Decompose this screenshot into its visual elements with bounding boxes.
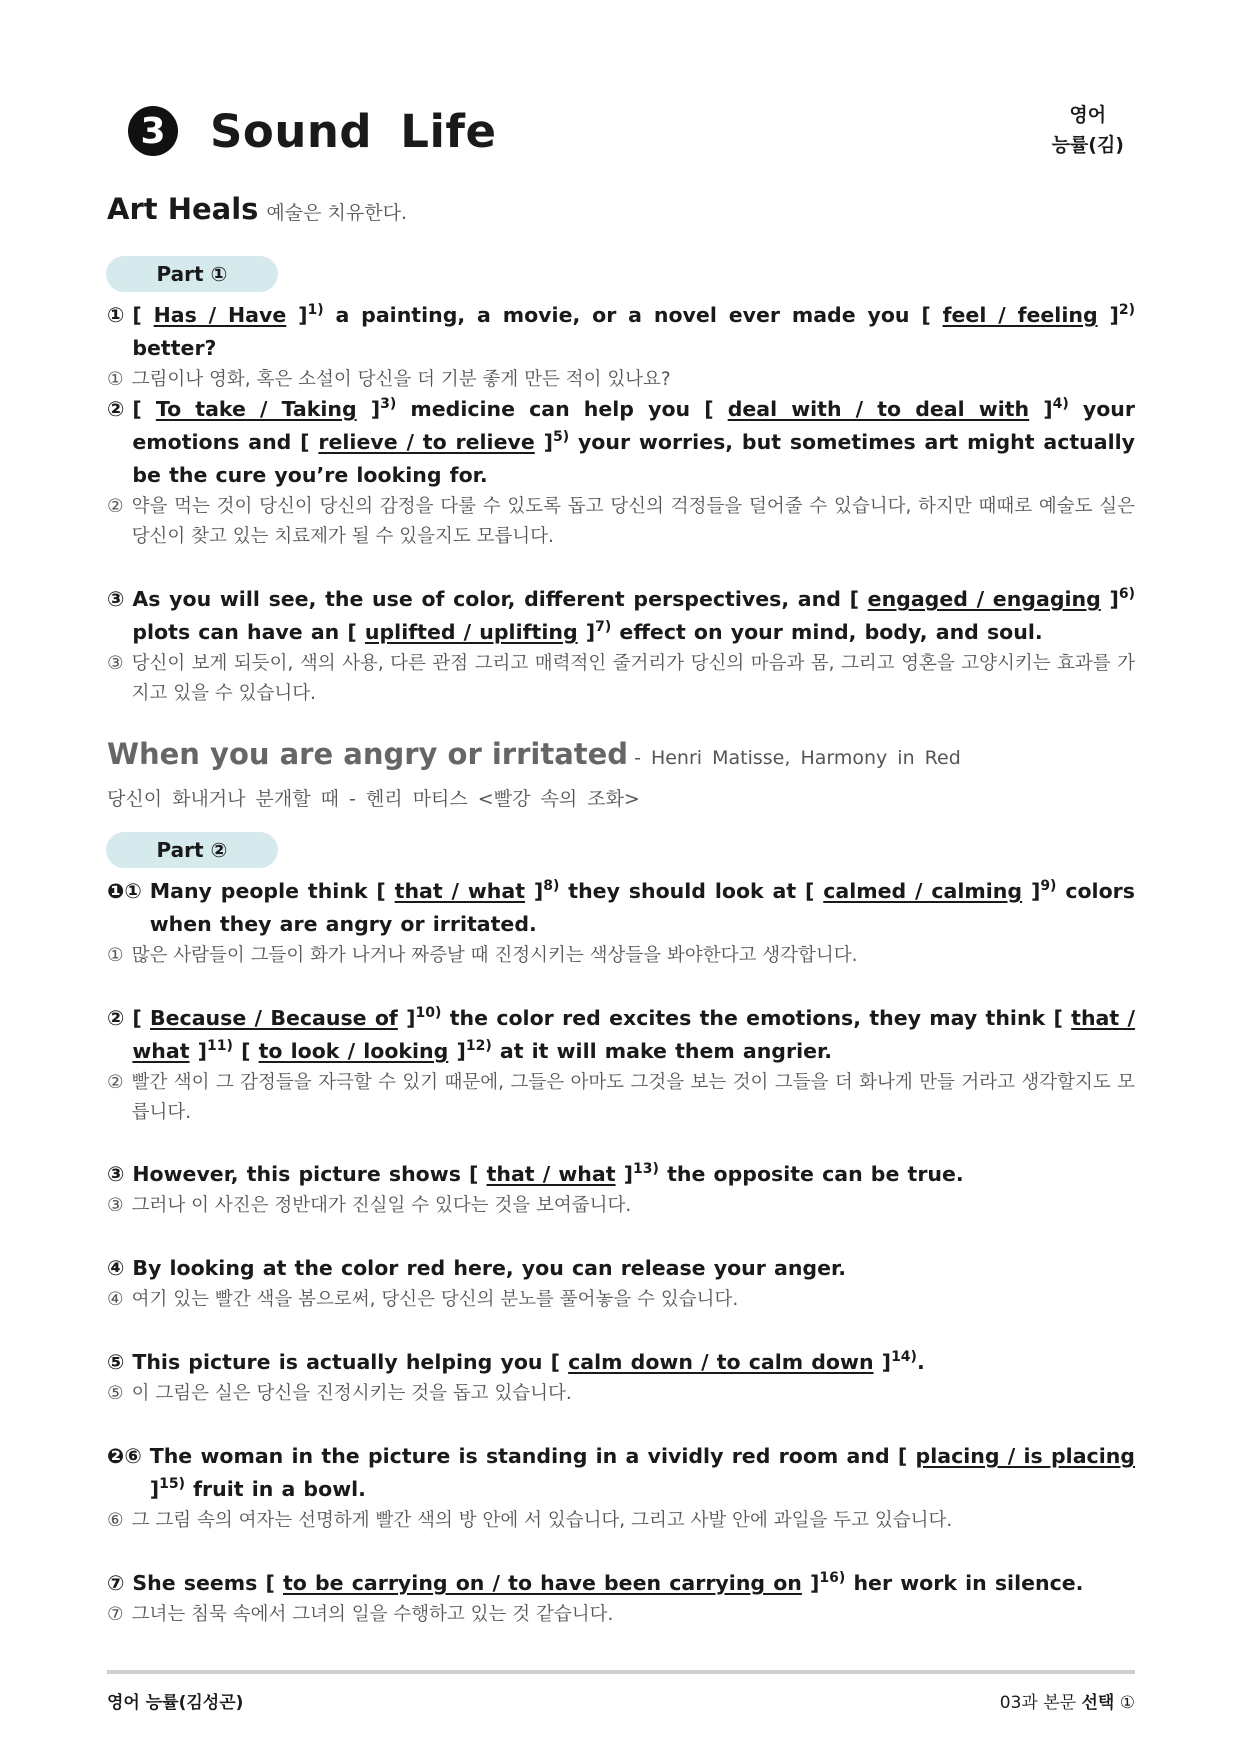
- blank-number: 16): [819, 1570, 846, 1587]
- section-title-angry: [107, 737, 961, 771]
- sentence-block: [107, 393, 1135, 552]
- choice-options: uplifted / uplifting: [364, 620, 578, 644]
- blank-number: 7): [595, 619, 612, 636]
- english-sentence: ❷⑥ The woman in the picture is standing in a vividly red room and [ placing / is placing ]$^{15)}$ fruit in a bowl.: [107, 1440, 1135, 1506]
- choice-options: that / what: [486, 1162, 616, 1186]
- translation-number: ①: [107, 369, 124, 390]
- section-title-art-heals: [107, 192, 407, 226]
- english-sentence: ② [ To take / Taking ]$^{3)}$ medicine can help you [ deal with / to deal with ]$^{4)}$ your emotions and [ relieve / to relieve ]$^{5)}$ your worries, but sometimes art might actually be the cure you’re looking for.: [107, 393, 1135, 492]
- blank-number: 15): [159, 1476, 185, 1493]
- sentence-block: [107, 1346, 1135, 1409]
- section-title-en: When you are angry or irritated: [107, 737, 629, 771]
- footer-lesson: 03과 본문: [999, 1693, 1077, 1713]
- sentence-block: [107, 1440, 1135, 1536]
- sentence-number: ❶①: [107, 879, 142, 903]
- translation-text: 빨간 색이 그 감정들을 자극할 수 있기 때문에, 그들은 아마도 그것을 보는 것이 그들을 더 화나게 만들 거라고 생각할지도 모릅니다.: [131, 1072, 1135, 1123]
- footer-page-info: [1000, 1688, 1135, 1713]
- english-sentence: ④ By looking at the color red here, you can release your anger.: [107, 1252, 1135, 1285]
- korean-translation: [107, 1600, 1135, 1630]
- translation-text: 그러나 이 사진은 정반대가 진실일 수 있다는 것을 보여줍니다.: [131, 1195, 632, 1216]
- subject-label: 영어: [1069, 104, 1107, 126]
- choice-options: To take / Taking: [155, 397, 357, 421]
- section-title-en: Art Heals: [107, 192, 259, 226]
- sentence-number: ③: [107, 587, 125, 611]
- blank-number: 12): [465, 1038, 492, 1055]
- footer-divider: [107, 1670, 1135, 1674]
- choice-options: that / what: [132, 1006, 1135, 1063]
- korean-translation: [107, 492, 1135, 552]
- english-sentence: ⑦ She seems [ to be carrying on / to have been carrying on ]$^{16)}$ her work in silence.: [107, 1567, 1135, 1600]
- lesson-title: Sound Life: [210, 104, 497, 158]
- english-sentence: ③ However, this picture shows [ that / what ]$^{13)}$ the opposite can be true.: [107, 1158, 1135, 1191]
- korean-translation: [107, 649, 1135, 709]
- translation-text: 당신이 보게 되듯이, 색의 사용, 다른 관점 그리고 매력적인 줄거리가 당신의 마음과 몸, 그리고 영혼을 고양시키는 효과를 가지고 있을 수 있습니다.: [131, 653, 1135, 704]
- choice-options: engaged / engaging: [867, 587, 1101, 611]
- sentence-block: [107, 299, 1135, 395]
- translation-text: 이 그림은 실은 당신을 진정시키는 것을 돕고 있습니다.: [131, 1383, 572, 1404]
- blank-number: 13): [633, 1161, 659, 1178]
- translation-number: ③: [107, 653, 124, 674]
- sentence-number: ②: [107, 1006, 125, 1030]
- english-sentence: ⑤ This picture is actually helping you [ calm down / to calm down ]$^{14)}$.: [107, 1346, 1135, 1379]
- blank-number: 8): [543, 878, 560, 895]
- choice-options: Has / Have: [153, 303, 287, 327]
- choice-options: relieve / to relieve: [318, 430, 535, 454]
- sentence-block: [107, 1158, 1135, 1221]
- subject-info: [1052, 100, 1124, 160]
- lesson-number-badge: 3: [128, 106, 178, 156]
- footer-type: 선택: [1081, 1693, 1115, 1713]
- choice-options: calmed / calming: [823, 879, 1023, 903]
- english-sentence: ❶① Many people think [ that / what ]$^{8)}$ they should look at [ calmed / calming ]$^{9)}$ colors when they are angry or irritated.: [107, 875, 1135, 941]
- translation-number: ④: [107, 1289, 124, 1310]
- sentence-block: [107, 1567, 1135, 1630]
- choice-options: calm down / to calm down: [568, 1350, 874, 1374]
- translation-number: ③: [107, 1195, 124, 1216]
- part-1-label: Part ①: [106, 256, 278, 292]
- korean-translation: [107, 1068, 1135, 1128]
- blank-number: 6): [1118, 586, 1136, 603]
- blank-number: 5): [552, 429, 570, 446]
- korean-translation: [107, 1379, 1135, 1409]
- section-title-ko: 당신이 화내거나 분개할 때 - 헨리 마티스 <빨강 속의 조화>: [107, 788, 640, 810]
- sentence-number: ④: [107, 1256, 125, 1280]
- blank-number: 2): [1118, 302, 1135, 319]
- choice-options: to be carrying on / to have been carrying on: [282, 1571, 802, 1595]
- section-subtitle: - Henri Matisse, Harmony in Red: [634, 747, 961, 769]
- blank-number: 1): [307, 302, 324, 319]
- sentence-number: ⑦: [107, 1571, 125, 1595]
- translation-number: ①: [107, 945, 124, 966]
- translation-number: ⑥: [107, 1510, 124, 1531]
- choice-options: Because / Because of: [150, 1006, 398, 1030]
- sentence-number: ③: [107, 1162, 125, 1186]
- sentence-number: ①: [107, 303, 125, 327]
- translation-text: 그녀는 침묵 속에서 그녀의 일을 수행하고 있는 것 같습니다.: [131, 1604, 614, 1625]
- korean-translation: [107, 1506, 1135, 1536]
- translation-number: ⑦: [107, 1604, 124, 1625]
- translation-number: ⑤: [107, 1383, 124, 1404]
- blank-number: 11): [207, 1038, 233, 1055]
- blank-number: 3): [380, 396, 397, 413]
- translation-text: 그 그림 속의 여자는 선명하게 빨간 색의 방 안에 서 있습니다, 그리고 사발 안에 과일을 두고 있습니다.: [131, 1510, 953, 1531]
- english-sentence: ② [ Because / Because of ]$^{10)}$ the color red excites the emotions, they may think [ that / what ]$^{11)}$ [ to look / looking ]$^{12)}$ at it will make them angrier.: [107, 1002, 1135, 1068]
- blank-number: 14): [891, 1349, 917, 1366]
- korean-translation: [107, 365, 1135, 395]
- english-sentence: ③ As you will see, the use of color, different perspectives, and [ engaged / engaging ]$^{6)}$ plots can have an [ uplifted / uplifting ]$^{7)}$ effect on your mind, body, and soul.: [107, 583, 1135, 649]
- blank-number: 4): [1052, 396, 1069, 413]
- translation-text: 여기 있는 빨간 색을 봄으로써, 당신은 당신의 분노를 풀어놓을 수 있습니다.: [131, 1289, 739, 1310]
- footer-textbook: 영어 능률(김성곤): [107, 1693, 244, 1713]
- sentence-block: [107, 875, 1135, 971]
- choice-options: feel / feeling: [942, 303, 1098, 327]
- korean-translation: [107, 1191, 1135, 1221]
- footer-part: ①: [1119, 1693, 1135, 1713]
- translation-number: ②: [107, 496, 124, 517]
- sentence-block: [107, 1002, 1135, 1128]
- sentence-number: ⑤: [107, 1350, 125, 1374]
- choice-options: to look / looking: [258, 1039, 449, 1063]
- translation-number: ②: [107, 1072, 124, 1093]
- korean-translation: [107, 1285, 1135, 1315]
- sentence-block: [107, 1252, 1135, 1315]
- korean-translation: [107, 941, 1135, 971]
- translation-text: 많은 사람들이 그들이 화가 나거나 짜증날 때 진정시키는 색상들을 봐야한다고 생각합니다.: [131, 945, 858, 966]
- lesson-header: [128, 98, 496, 164]
- sentence-number: ❷⑥: [107, 1444, 142, 1468]
- translation-text: 그림이나 영화, 혹은 소설이 당신을 더 기분 좋게 만든 적이 있나요?: [131, 369, 671, 390]
- section-title-ko: 예술은 치유한다.: [266, 202, 407, 224]
- blank-number: 10): [415, 1005, 442, 1022]
- choice-options: placing / is placing: [915, 1444, 1135, 1468]
- sentence-block: [107, 583, 1135, 709]
- textbook-label: 능률(김): [1051, 134, 1124, 156]
- choice-options: deal with / to deal with: [727, 397, 1030, 421]
- blank-number: 9): [1040, 878, 1057, 895]
- choice-options: that / what: [394, 879, 526, 903]
- english-sentence: ① [ Has / Have ]$^{1)}$ a painting, a movie, or a novel ever made you [ feel / feeling ]$^{2)}$ better?: [107, 299, 1135, 365]
- part-2-label: Part ②: [106, 832, 278, 868]
- sentence-number: ②: [107, 397, 125, 421]
- translation-text: 약을 먹는 것이 당신이 당신의 감정을 다룰 수 있도록 돕고 당신의 걱정들을 덜어줄 수 있습니다, 하지만 때때로 예술도 실은 당신이 찾고 있는 치료제가 될 수 있을지도 모릅니다.: [131, 496, 1135, 547]
